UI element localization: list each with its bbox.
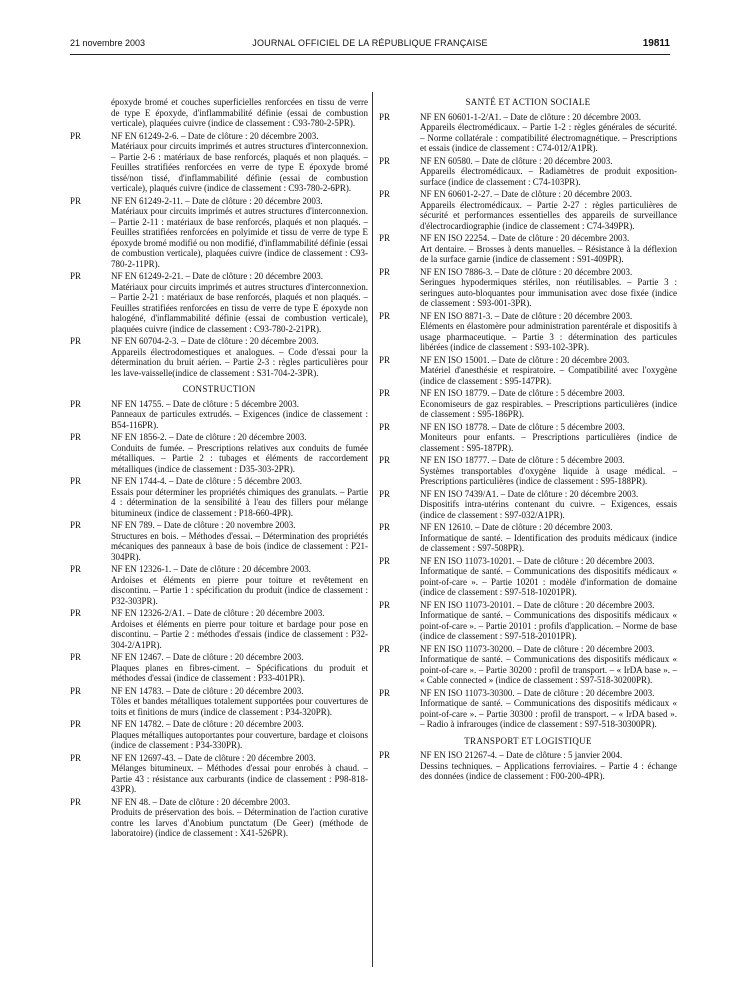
entry-reference: NF EN 14782. – Date de clôture : 20 décembre 2003. bbox=[111, 719, 304, 729]
entry-prefix: PR bbox=[379, 599, 391, 610]
entry-heading bbox=[70, 476, 368, 487]
entry-prefix: PR bbox=[70, 271, 82, 281]
standard-entry bbox=[379, 688, 677, 730]
entry-heading bbox=[70, 686, 368, 697]
entry-heading bbox=[70, 196, 368, 207]
column-divider bbox=[372, 92, 373, 967]
entry-description: Panneaux de particules extrudés. – Exigences (indice de classement : B54-116PR). bbox=[111, 409, 368, 430]
entry-reference: NF EN 12697-43. – Date de clôture : 20 décembre 2003. bbox=[111, 752, 316, 763]
entry-heading bbox=[379, 688, 677, 699]
entry-prefix: PR bbox=[379, 354, 391, 365]
standard-entry bbox=[379, 422, 677, 454]
entry-prefix: PR bbox=[379, 643, 391, 654]
entry-description: Essais pour déterminer les propriétés chimiques des granulats. – Partie 4 : détermination de la sensibilité à l'eau des fillers pour mélange bitumineux (indice de classement : P18-660-4PR). bbox=[111, 486, 368, 518]
entry-prefix: PR bbox=[379, 488, 391, 499]
entry-heading bbox=[379, 311, 677, 322]
entry-reference: NF EN 12467. – Date de clôture : 20 décembre 2003. bbox=[111, 652, 304, 662]
entry-reference: NF EN ISO 7439/A1. – Date de clôture : 20 décembre 2003. bbox=[420, 488, 639, 499]
standard-entry bbox=[379, 267, 677, 309]
section-heading-transport: TRANSPORT ET LOGISTIQUE bbox=[464, 735, 592, 746]
entry-description: Economiseurs de gaz respirables. – Prescriptions particulières (indice de classement : S95-186PR). bbox=[420, 398, 677, 419]
entry-prefix: PR bbox=[379, 555, 391, 566]
entry-description: Plaques métalliques autoportantes pour couverture, bardage et cloisons (indice de classement : P34-330PR). bbox=[111, 729, 368, 750]
entry-reference: NF EN 60580. – Date de clôture : 20 décembre 2003. bbox=[420, 155, 613, 166]
entry-heading bbox=[379, 556, 677, 567]
standard-entry bbox=[70, 336, 368, 378]
entry-description: Produits de préservation des bois. – Détermination de l'action curative contre les larves d'Anobium punctatum (De Geer) (méthode de laboratoire) (indice de classement : X41-526PR). bbox=[111, 807, 368, 838]
entry-prefix: PR bbox=[70, 520, 82, 530]
entry-heading bbox=[70, 399, 368, 410]
standard-entry bbox=[70, 608, 368, 650]
standard-entry bbox=[70, 399, 368, 431]
entry-reference: NF EN 61249-2-6. – Date de clôture : 20 décembre 2003. bbox=[111, 130, 319, 141]
entry-description: Matériel d'anesthésie et respiratoire. – Compatibilité avec l'oxygène (indice de classement : S95-147PR). bbox=[420, 365, 677, 386]
entry-prefix: PR bbox=[379, 189, 391, 199]
journal-title: JOURNAL OFFICIEL DE LA RÉPUBLIQUE FRANÇAISE bbox=[252, 38, 488, 48]
continued-text: époxyde bromé et couches superficielles renforcées en tissu de verre de type E époxyde, d'inflammabilité définie (essai de combustion verticale), plaquées cuivre (indice de classement : C93-780-2-5PR). bbox=[111, 97, 368, 128]
entry-heading bbox=[70, 608, 368, 619]
entry-reference: NF EN ISO 18778. – Date de clôture : 5 décembre 2003. bbox=[420, 421, 625, 432]
standard-entry bbox=[70, 196, 368, 270]
entry-description: Appareils électromédicaux. – Radiamètres de produit exposition-surface (indice de classement : C74-103PR). bbox=[420, 166, 677, 187]
entry-reference: NF EN 14783. – Date de clôture : 20 décembre 2003. bbox=[111, 685, 304, 696]
entry-heading bbox=[379, 156, 677, 167]
entry-reference: NF EN ISO 21267-4. – Date de clôture : 5 janvier 2004. bbox=[420, 750, 623, 760]
entry-prefix: PR bbox=[70, 336, 82, 346]
entry-reference: NF EN ISO 15001. – Date de clôture : 20 décembre 2003. bbox=[420, 354, 630, 365]
entry-description: Eléments en élastomère pour administration parentérale et dispositifs à usage pharmaceutique. – Partie 3 : détermination des particules libérées (indice de classement : S93-102-3PR). bbox=[420, 321, 677, 352]
entry-heading bbox=[379, 600, 677, 611]
entry-heading bbox=[379, 522, 677, 533]
entry-description: Systèmes transportables d'oxygène liquide à usage médical. – Prescriptions particulières (indice de classement : S95-188PR). bbox=[420, 465, 677, 486]
entry-description: Mélanges bitumineux. – Méthodes d'essai pour enrobés à chaud. – Partie 43 : résistance aux carburants (indice de classement : P98-818-43PR). bbox=[111, 763, 368, 794]
entry-prefix: PR bbox=[379, 266, 391, 277]
standard-entry bbox=[379, 233, 677, 265]
entry-prefix: PR bbox=[379, 233, 391, 243]
standard-entry bbox=[70, 432, 368, 474]
entry-prefix: PR bbox=[70, 432, 82, 442]
standard-entry bbox=[70, 271, 368, 334]
entry-heading bbox=[379, 750, 677, 761]
entry-list bbox=[70, 399, 368, 839]
entry-reference: NF EN 48. – Date de clôture : 20 décembre 2003. bbox=[111, 796, 290, 807]
header-date: 21 novembre 2003 bbox=[70, 38, 146, 48]
entry-prefix: PR bbox=[70, 685, 82, 696]
standard-entry bbox=[379, 750, 677, 782]
standard-entry bbox=[379, 355, 677, 387]
running-header bbox=[70, 38, 670, 52]
standard-entry bbox=[379, 311, 677, 353]
entry-reference: NF EN ISO 18779. – Date de clôture : 5 décembre 2003. bbox=[420, 388, 625, 398]
entry-prefix: PR bbox=[379, 522, 391, 532]
entry-description: Plaques planes en fibres-ciment. – Spécifications du produit et méthodes d'essai (indice de classement : P33-401PR). bbox=[111, 662, 368, 683]
entry-reference: NF EN 60601-2-27. – Date de clôture : 20 décembre 2003. bbox=[420, 189, 632, 199]
entry-reference: NF EN 1856-2. – Date de clôture : 20 décembre 2003. bbox=[111, 432, 307, 442]
standard-entry bbox=[70, 719, 368, 751]
entry-prefix: PR bbox=[379, 155, 391, 166]
entry-heading bbox=[379, 355, 677, 366]
entry-description: Appareils électrodomestiques et analogues. – Code d'essai pour la détermination du bruit aérien. – Partie 2-3 : règles particulières pour les lave-vaisselle(indice de classement : S31-704-2-3PR). bbox=[111, 346, 368, 378]
entry-reference: NF EN ISO 11073-20101. – Date de clôture : 20 décembre 2003. bbox=[420, 599, 655, 610]
standard-entry bbox=[70, 686, 368, 718]
entry-description: Appareils électromédicaux. – Partie 1-2 : règles générales de sécurité. – Norme collatérale : compatibilité électromagnétique. – Prescriptions et essais (indice de classement : C74-012/A1PR). bbox=[420, 122, 677, 153]
standard-entry bbox=[379, 556, 677, 598]
standard-entry bbox=[379, 489, 677, 521]
standard-entry bbox=[379, 189, 677, 231]
entry-description: Art dentaire. – Brosses à dents manuelles. – Résistance à la déflexion de la surface garnie (indice de classement : S91-409PR). bbox=[420, 243, 677, 264]
entry-description: Moniteurs pour enfants. – Prescriptions particulières (indice de classement : S95-187PR). bbox=[420, 432, 677, 453]
entry-description: Seringues hypodermiques stériles, non réutilisables. – Partie 3 : seringues auto-bloquantes pour immunisation avec dose fixée (indice de classement : S93-001-3PR). bbox=[420, 277, 677, 308]
entry-heading bbox=[379, 189, 677, 200]
entry-reference: NF EN ISO 7886-3. – Date de clôture : 20 décembre 2003. bbox=[420, 266, 633, 277]
entry-heading bbox=[70, 652, 368, 663]
entry-description: Informatique de santé. – Identification des produits médicaux (indice de classement : S97-508PR). bbox=[420, 532, 677, 553]
standard-entry bbox=[379, 112, 677, 154]
entry-prefix: PR bbox=[70, 130, 82, 141]
entry-reference: NF EN 61249-2-21. – Date de clôture : 20 décembre 2003. bbox=[111, 271, 323, 281]
entry-description: Matériaux pour circuits imprimés et autres structures d'interconnexion. – Partie 2-11 : matériaux de base renforcés, plaqués et non plaqués. – Feuilles stratifiées renforcées en polyimide et tissu de verre de type E époxyde bromé modifié ou non modifié, d'inflammabilité définie (essai de combustion verticale), plaquées cuivre (indice de classement : C93-780-2-11PR). bbox=[111, 206, 368, 269]
entry-prefix: PR bbox=[379, 687, 391, 698]
entry-description: Structures en bois. – Méthodes d'essai. – Détermination des propriétés mécaniques des panneaux à base de bois (indice de classement : P21-304PR). bbox=[111, 530, 368, 562]
entry-heading bbox=[379, 644, 677, 655]
entry-prefix: PR bbox=[70, 398, 82, 409]
standard-entry bbox=[379, 388, 677, 420]
entry-prefix: PR bbox=[70, 476, 82, 486]
entry-heading bbox=[70, 131, 368, 142]
entry-reference: NF EN 60704-2-3. – Date de clôture : 20 décembre 2003. bbox=[111, 336, 319, 346]
entry-reference: NF EN 60601-1-2/A1. – Date de clôture : 20 décembre 2003. bbox=[420, 111, 641, 122]
standard-entry bbox=[70, 564, 368, 606]
entry-prefix: PR bbox=[70, 564, 82, 574]
entry-prefix: PR bbox=[379, 388, 391, 398]
entry-description: Ardoises et éléments en pierre pour toiture et revêtement en discontinu. – Partie 1 : spécification du produit (indice de classement : P32-303PR). bbox=[111, 574, 368, 606]
standard-entry bbox=[70, 520, 368, 562]
entry-prefix: PR bbox=[70, 608, 82, 618]
entry-reference: NF EN 12326-2/A1. – Date de clôture : 20 décembre 2003. bbox=[111, 608, 325, 618]
entry-prefix: PR bbox=[379, 455, 391, 465]
entry-prefix: PR bbox=[70, 752, 82, 763]
entry-reference: NF EN ISO 8871-3. – Date de clôture : 20 décembre 2003. bbox=[420, 310, 633, 321]
right-column bbox=[379, 97, 677, 784]
left-column bbox=[70, 97, 368, 841]
entry-description: Dessins techniques. – Applications ferroviaires. – Partie 4 : échange des données (indice de classement : F00-200-4PR). bbox=[420, 760, 677, 781]
entry-prefix: PR bbox=[379, 750, 391, 760]
entry-prefix: PR bbox=[70, 719, 82, 729]
entry-prefix: PR bbox=[379, 421, 391, 432]
entry-heading bbox=[70, 753, 368, 764]
entry-description: Appareils électromédicaux. – Partie 2-27 : règles particulières de sécurité et performances essentielles des appareils de surveillance d'électrocardiographie (indice de classement : C74-349PR). bbox=[420, 199, 677, 231]
entry-reference: NF EN ISO 11073-30300. – Date de clôture : 20 décembre 2003. bbox=[420, 687, 655, 698]
standard-entry bbox=[70, 476, 368, 518]
entry-description: Informatique de santé. – Communications des dispositifs médicaux « point-of-care ». – Partie 30300 : profil de transport. – « IrDA based ». – Radio à infrarouges (indice de classement : S97-518-30300PR). bbox=[420, 698, 677, 729]
entry-description: Dispositifs intra-utérins contenant du cuivre. – Exigences, essais (indice de classement : S97-032/A1PR). bbox=[420, 499, 677, 520]
entry-description: Ardoises et éléments en pierre pour toiture et bardage pour pose en discontinu. – Partie 2 : méthodes d'essais (indice de classement : P32-304-2/A1PR). bbox=[111, 618, 368, 650]
entry-heading bbox=[379, 388, 677, 399]
entry-heading bbox=[70, 520, 368, 531]
entry-reference: NF EN 12326-1. – Date de clôture : 20 décembre 2003. bbox=[111, 564, 311, 574]
entry-heading bbox=[379, 112, 677, 123]
entry-heading bbox=[379, 233, 677, 244]
entry-description: Matériaux pour circuits imprimés et autres structures d'interconnexion. – Partie 2-6 : matériaux de base renforcés, plaqués et non plaqués. – Feuilles stratifiées renforcées en verre de type E époxyde bromé tissé/non tissé, d'inflammabilité définie (essai de combustion verticale), plaqués cuivre (indice de classement : C93-780-2-6PR). bbox=[111, 141, 368, 193]
entry-description: Tôles et bandes métalliques totalement supportées pour couvertures de toits et finitions de murs (indice de classement : P34-320PR). bbox=[111, 696, 368, 717]
section-heading-construction: CONSTRUCTION bbox=[182, 384, 256, 394]
entry-heading bbox=[70, 719, 368, 730]
standard-entry bbox=[379, 644, 677, 686]
entry-reference: NF EN ISO 11073-30200. – Date de clôture : 20 décembre 2003. bbox=[420, 643, 655, 654]
entry-reference: NF EN ISO 22254. – Date de clôture : 20 décembre 2003. bbox=[420, 233, 630, 243]
entry-description: Informatique de santé. – Communications des dispositifs médicaux « point-of-care ». – Partie 10201 : modèle d'information de domaine (indice de classement : S97-518-10201PR). bbox=[420, 566, 677, 597]
standard-entry bbox=[379, 156, 677, 188]
entry-heading bbox=[379, 489, 677, 500]
entry-reference: NF EN ISO 18777. – Date de clôture : 5 décembre 2003. bbox=[420, 455, 625, 465]
page-number: 19811 bbox=[642, 38, 670, 49]
entry-prefix: PR bbox=[70, 652, 82, 662]
entry-description: Conduits de fumée. – Prescriptions relatives aux conduits de fumée métalliques. – Partie 2 : tubages et éléments de raccordement métalliques (indice de classement : D35-303-2PR). bbox=[111, 442, 368, 474]
standard-entry bbox=[70, 753, 368, 795]
entry-heading bbox=[70, 336, 368, 347]
standard-entry bbox=[379, 522, 677, 554]
entry-reference: NF EN 14755. – Date de clôture : 5 décembre 2003. bbox=[111, 398, 299, 409]
entry-heading bbox=[70, 271, 368, 282]
entry-reference: NF EN 61249-2-11. – Date de clôture : 20 décembre 2003. bbox=[111, 195, 323, 206]
entry-heading bbox=[70, 797, 368, 808]
standard-entry bbox=[70, 131, 368, 194]
entry-list bbox=[70, 131, 368, 379]
entry-prefix: PR bbox=[379, 111, 391, 122]
standard-entry bbox=[70, 797, 368, 839]
entry-description: Matériaux pour circuits imprimés et autres structures d'interconnexion. – Partie 2-21 : matériaux de base renforcés, plaqués et non plaqués. – Feuilles stratifiées renforcées en tissu de verre de type E époxyde non halogéné, d'inflammabilité définie (essai de combustion verticale), plaquées cuivre (indice de classement : C93-780-2-21PR). bbox=[111, 281, 368, 334]
entry-reference: NF EN 789. – Date de clôture : 20 novembre 2003. bbox=[111, 520, 296, 530]
entry-heading bbox=[379, 422, 677, 433]
entry-reference: NF EN 12610. – Date de clôture : 20 décembre 2003. bbox=[420, 522, 613, 532]
standard-entry bbox=[70, 652, 368, 684]
entry-heading bbox=[70, 564, 368, 575]
section-heading-sante: SANTÉ ET ACTION SOCIALE bbox=[465, 97, 591, 107]
entry-description: Informatique de santé. – Communications des dispositifs médicaux « point-of-care ». – Partie 30200 : profil de transport. – « IrDA base ». – « Cable connected » (indice de classement : S97-518-30200PR). bbox=[420, 654, 677, 685]
standard-entry bbox=[379, 455, 677, 487]
entry-description: Informatique de santé. – Communications des dispositifs médicaux « point-of-care ». – Partie 20101 : profils d'application. – Norme de base (indice de classement : S97-518-20101PR). bbox=[420, 610, 677, 641]
entry-prefix: PR bbox=[379, 310, 391, 321]
entry-heading bbox=[70, 432, 368, 443]
entry-reference: NF EN ISO 11073-10201. – Date de clôture : 20 décembre 2003. bbox=[420, 555, 655, 566]
entry-list bbox=[379, 112, 677, 730]
entry-reference: NF EN 1744-4. – Date de clôture : 5 décembre 2003. bbox=[111, 476, 302, 486]
entry-prefix: PR bbox=[70, 195, 82, 206]
standard-entry bbox=[379, 600, 677, 642]
entry-prefix: PR bbox=[70, 796, 82, 807]
entry-list bbox=[379, 750, 677, 782]
entry-heading bbox=[379, 267, 677, 278]
header-rule bbox=[70, 54, 670, 55]
entry-heading bbox=[379, 455, 677, 466]
